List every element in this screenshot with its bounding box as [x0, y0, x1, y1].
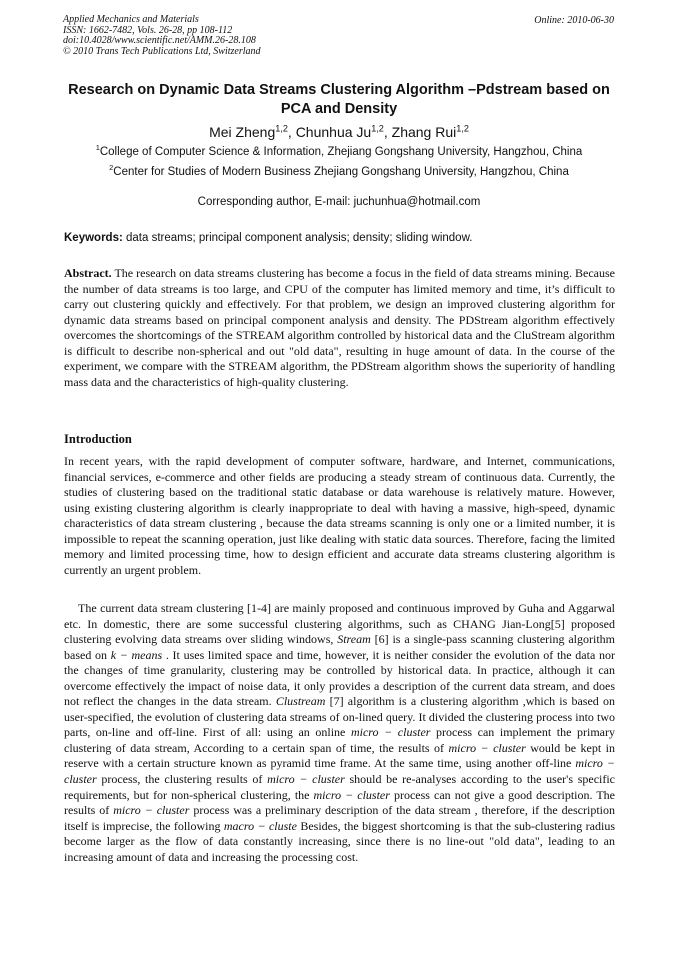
math-term: macro − cluste	[223, 818, 297, 833]
paragraph-text: process can implement the primary clustering of data stream, According to a certain span of time, the results of	[64, 725, 616, 755]
paragraph-text: process can not give a good description. The results of	[64, 787, 615, 818]
paper-title: Research on Dynamic Data Streams Clustering Algorithm –Pdstream based on PCA and Density	[68, 82, 610, 117]
author-affiliation-mark: 1,2	[371, 123, 384, 134]
math-term: micro − cluster	[267, 772, 345, 787]
keywords	[64, 232, 616, 244]
math-term: micro − cluster	[113, 803, 190, 818]
introduction-paragraph-1: In recent years, with the rapid development of computer software, hardware, and Internet, communications, financial services, e-commerce and other fields are producing a steady stream of continuous data. Currently, the studies of clustering based on the traditional static database or data warehouse is relatively mature. However, using existing clustering algorithm is clearly inappropriate to deal with having a massive, high-speed, dynamic characteristics of data stream clustering , because the data streams scanning is only one or a limited number, it is impossible to repeat the scanning operation, just like dealing with static data sources. Therefore, facing the limited memory and limited processing time, how to design efficient and accurate data streams clustering algorithm is currently an urgent problem.	[64, 454, 615, 577]
section-heading-introduction: Introduction	[64, 432, 132, 446]
online-date: Online: 2010-06-30	[534, 15, 614, 26]
math-term: micro − cluster	[350, 725, 431, 740]
keywords-label: Keywords:	[64, 232, 123, 244]
author-separator: ,	[287, 124, 296, 140]
paragraph-text: Besides, the biggest shortcoming is that the sub-clustering radius become larger as the flow of data constantly increasing, since there is no line-out "old data", leading to an increasing amount of data and increasing the processing cost.	[64, 818, 615, 864]
paragraph-text: would be kept in reserve with a certain structure known as pyramid time frame. At the same time, using another off-line	[64, 740, 615, 771]
author-list	[60, 124, 618, 140]
abstract-text: The research on data streams clustering has become a focus in the field of data streams mining. Because the number of data streams is too large, and CPU of the computer has limited memory and time, it’s difficult to carry out clustering quickly and effectively. For that problem, we design an improved clustering algorithm for dynamic data streams based on principal component analysis and density. The PDStream algorithm effectively overcomes the shortcomings of the STREAM algorithm controlled by historical data and the CluStream algorithm is difficult to describe non-spherical and out "old data", resulting in huge amount of data. In the course of the experiment, we compare with the STREAM algorithm, the PDStream algorithm shows the superiority of handling mass data and the characteristics of high-quality clustering.	[64, 266, 615, 389]
paragraph-text: [7] algorithm is a clustering algorithm ,which is based on user-specified, the evolution of clustering data streams of on-lined query. It divided the clustering process into two parts, on-line and off-line. First of all: using an online	[64, 694, 615, 740]
math-term: micro − cluster	[313, 787, 390, 802]
author-affiliation-mark: 1,2	[456, 123, 469, 134]
affiliation-text: College of Computer Science & Information, Zhejiang Gongshang University, Hangzhou, China	[99, 146, 583, 158]
affiliation-mark: 1	[95, 143, 100, 153]
author-separator: ,	[383, 124, 392, 140]
abstract	[64, 266, 615, 390]
introduction-paragraph-2	[64, 601, 615, 865]
affiliation-1	[60, 143, 618, 158]
abstract-label: Abstract.	[64, 266, 112, 280]
paragraph-text: process, the clustering results of	[96, 772, 268, 787]
math-term: k − means	[110, 647, 163, 662]
author-name: Chunhua Ju	[295, 124, 372, 140]
journal-copyright: © 2010 Trans Tech Publications Ltd, Switzerland	[63, 45, 261, 57]
corresponding-author: Corresponding author, E-mail: juchunhua@hotmail.com	[197, 196, 481, 208]
math-term: micro − cluster	[448, 740, 526, 755]
paragraph-text: should be re-analyses according to the user's specific requirements, but for non-spherical clustering, the	[64, 772, 616, 802]
affiliation-2	[60, 163, 618, 178]
author-affiliation-mark: 1,2	[275, 123, 288, 134]
keywords-text: data streams; principal component analysis; density; sliding window.	[122, 232, 473, 244]
journal-header	[63, 15, 261, 57]
paragraph-text: [6] is a single-pass scanning clustering algorithm based on	[64, 632, 615, 662]
paragraph-text: . It uses limited space and time, however, it is neither consider the evolution of the data nor the changes of time granularity, clustering may be controlled by historical data. In practice, although it can overcome effectively the impact of noise data, it only provides a description of the current data stream, and does not reflect the changes in the data stream.	[64, 647, 615, 709]
author-name: Mei Zheng	[209, 124, 276, 140]
math-term: Clustream	[275, 694, 326, 709]
journal-doi: doi:10.4028/www.scientific.net/AMM.26-28.108	[63, 35, 256, 47]
journal-issn: ISSN: 1662-7482, Vols. 26-28, pp 108-112	[63, 24, 233, 36]
affiliation-text: Center for Studies of Modern Business Zhejiang Gongshang University, Hangzhou, China	[113, 166, 569, 178]
math-term: micro − cluster	[64, 756, 615, 787]
paragraph-text: process was a preliminary description of the data stream , therefore, if the description itself is imprecise, the following	[64, 803, 615, 833]
math-term: Stream	[337, 632, 371, 647]
affiliation-mark: 2	[109, 163, 114, 173]
paragraph-text: The current data stream clustering [1-4] are mainly proposed and continuous improved by Guha and Aggarwal etc. In domestic, there are some successful clustering algorithms, such as CHANG Jian-Long[5] proposed clustering evolving data streams over sliding windows,	[64, 601, 615, 647]
author-name: Zhang Rui	[391, 124, 457, 140]
journal-name: Applied Mechanics and Materials	[63, 14, 199, 25]
